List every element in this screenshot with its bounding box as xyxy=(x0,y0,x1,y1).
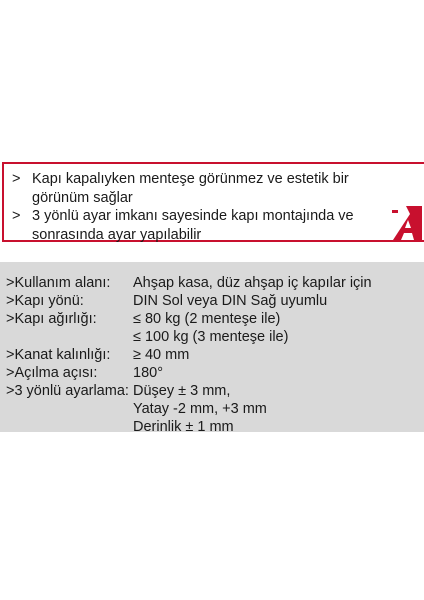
spec-value: Düşey ± 3 mm, xyxy=(133,383,231,399)
feature-box xyxy=(2,162,424,242)
spec-value: DIN Sol veya DIN Sağ uyumlu xyxy=(133,293,328,309)
feature-text-line: sonrasında ayar yapılabilir xyxy=(32,227,202,243)
spec-value: Derinlik ± 1 mm xyxy=(133,419,234,435)
spec-label: >Kullanım alanı: xyxy=(6,275,111,291)
feature-item-2 xyxy=(12,207,354,226)
spec-value: ≤ 80 kg (2 menteşe ile) xyxy=(133,311,281,327)
bullet-marker: > xyxy=(12,208,21,224)
spec-label: >Kapı yönü: xyxy=(6,293,84,309)
feature-text-line: Kapı kapalıyken menteşe görünmez ve estetik bir xyxy=(32,171,349,187)
feature-text-line: görünüm sağlar xyxy=(32,190,133,206)
feature-item-1 xyxy=(12,170,349,189)
spec-value: ≥ 40 mm xyxy=(133,347,190,363)
spec-value: Ahşap kasa, düz ahşap iç kapılar için xyxy=(133,275,372,291)
spec-value: 180° xyxy=(133,365,163,381)
feature-text-line: 3 yönlü ayar imkanı sayesinde kapı montajında ve xyxy=(32,208,354,224)
brand-logo-icon xyxy=(392,204,424,242)
spec-label: >3 yönlü ayarlama: xyxy=(6,383,129,399)
bullet-marker: > xyxy=(12,171,21,187)
spec-value: Yatay -2 mm, +3 mm xyxy=(133,401,267,417)
spec-label: >Kanat kalınlığı: xyxy=(6,347,111,363)
spec-label: >Kapı ağırlığı: xyxy=(6,311,97,327)
spec-panel xyxy=(0,262,424,435)
spec-value: ≤ 100 kg (3 menteşe ile) xyxy=(133,329,289,345)
spec-label: >Açılma açısı: xyxy=(6,365,98,381)
